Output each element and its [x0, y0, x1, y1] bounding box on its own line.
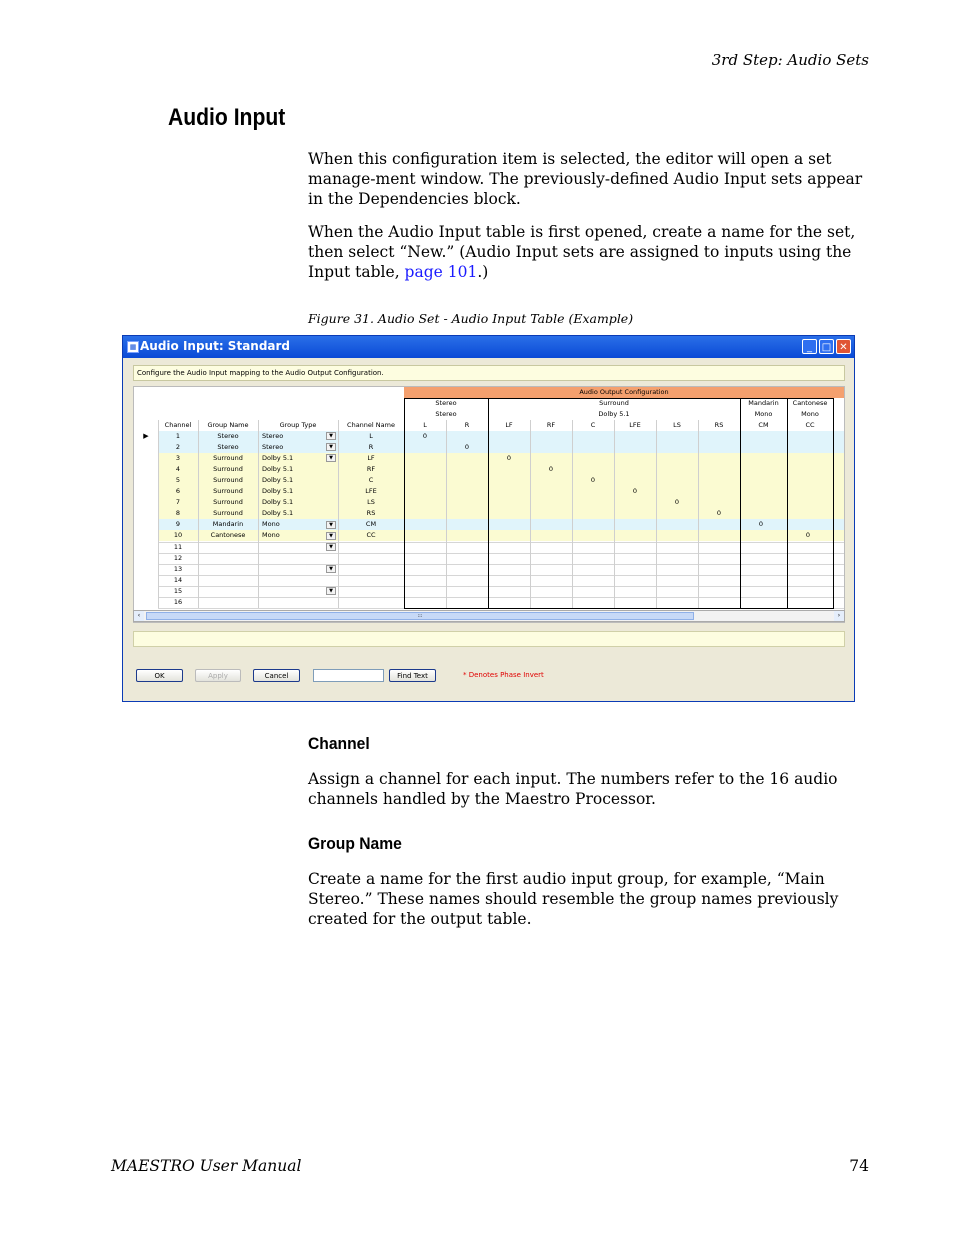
group-name-cell[interactable]: Stereo [217, 431, 239, 440]
group-type-cell[interactable]: Stereo [262, 431, 284, 440]
channel-cell[interactable]: 12 [173, 553, 183, 562]
intro-text-after: .) [477, 263, 489, 281]
dropdown-arrow-icon[interactable]: ▼ [326, 454, 336, 462]
input-header: Channel [164, 421, 192, 429]
output-group-name: Mandarin [748, 399, 779, 407]
output-channel-header: LS [673, 421, 681, 429]
output-mapping-value[interactable]: 0 [632, 487, 638, 495]
scroll-right-icon[interactable]: › [834, 611, 844, 621]
output-channel-header: LFE [629, 421, 641, 429]
channel-cell[interactable]: 14 [173, 575, 183, 584]
apply-button[interactable]: Apply [195, 669, 241, 682]
dropdown-arrow-icon[interactable]: ▼ [326, 443, 336, 451]
scroll-thumb[interactable]: ::: [146, 612, 694, 620]
dropdown-arrow-icon[interactable]: ▼ [326, 543, 336, 551]
output-mapping-value[interactable]: 0 [422, 431, 428, 440]
group-name-cell[interactable]: Surround [213, 475, 243, 484]
channel-name-cell[interactable]: L [369, 431, 373, 440]
output-group-type: Mono [754, 410, 773, 418]
figure-caption: Figure 31. Audio Set - Audio Input Table (Example) [308, 311, 634, 326]
group-name-cell[interactable]: Surround [213, 509, 243, 518]
column-separator [446, 420, 447, 608]
channel-name-cell[interactable]: RS [366, 509, 376, 518]
channel-paragraph: Assign a channel for each input. The numbers refer to the 16 audio channels handled by the Maestro Processor. [308, 770, 838, 808]
output-mapping-value[interactable]: 0 [548, 464, 554, 473]
phase-invert-note: * Denotes Phase Invert [463, 671, 544, 679]
group-type-cell[interactable]: Dolby 5.1 [262, 498, 294, 507]
page-number: 74 [849, 1157, 869, 1175]
output-group-type: Dolby 5.1 [598, 410, 630, 418]
output-channel-header: RS [714, 421, 724, 429]
intro-text-before: When the Audio Input table is first opened, create a name for the set, then select “New.” (Audio Input sets are assigned to inputs using the Input table, [308, 223, 856, 281]
row-separator [158, 586, 844, 587]
group-type-cell[interactable]: Dolby 5.1 [262, 464, 294, 473]
channel-cell[interactable]: 11 [173, 542, 183, 551]
channel-cell[interactable]: 5 [175, 475, 181, 484]
output-channel-header: RF [546, 421, 556, 429]
horizontal-scrollbar[interactable] [133, 610, 845, 622]
dropdown-arrow-icon[interactable]: ▼ [326, 587, 336, 595]
page-heading: Audio Input [168, 104, 286, 131]
row-separator [158, 597, 844, 598]
intro-paragraph-1: When this configuration item is selected, the editor will open a set manage-ment window. The previously-defined Audio Input sets appear in the Dependencies block. [308, 150, 863, 208]
group-border [404, 398, 405, 609]
column-separator [698, 420, 699, 608]
group-type-cell[interactable]: Mono [262, 520, 280, 529]
channel-heading: Channel [308, 734, 370, 753]
channel-cell[interactable]: 7 [175, 498, 181, 507]
channel-cell[interactable]: 1 [175, 431, 181, 440]
window-title: Audio Input: Standard [140, 339, 291, 353]
group-name-cell[interactable]: Surround [213, 464, 243, 473]
cancel-button[interactable]: Cancel [253, 669, 300, 682]
column-separator [338, 420, 339, 608]
maximize-icon[interactable]: □ [819, 339, 834, 354]
channel-cell[interactable]: 4 [175, 464, 181, 473]
group-name-heading: Group Name [308, 834, 402, 853]
dropdown-arrow-icon[interactable]: ▼ [326, 532, 336, 540]
channel-cell[interactable]: 3 [175, 453, 181, 462]
row-separator [158, 564, 844, 565]
group-type-cell[interactable]: Dolby 5.1 [262, 453, 294, 462]
output-channel-header: LF [505, 421, 513, 429]
channel-cell[interactable]: 6 [175, 487, 181, 495]
page-link[interactable]: page 101 [404, 263, 478, 281]
output-mapping-value[interactable]: 0 [464, 442, 470, 451]
group-type-cell[interactable]: Dolby 5.1 [262, 487, 294, 495]
dropdown-arrow-icon[interactable]: ▼ [326, 565, 336, 573]
channel-name-cell[interactable]: CC [366, 531, 376, 540]
status-bar [133, 631, 845, 647]
output-mapping-value[interactable]: 0 [674, 498, 680, 507]
output-group-name: Cantonese [792, 399, 828, 407]
group-name-cell[interactable]: Cantonese [210, 531, 246, 540]
ok-button[interactable]: OK [136, 669, 183, 682]
find-text-button[interactable]: Find Text [389, 669, 436, 682]
audio-mapping-grid[interactable] [133, 386, 845, 623]
column-separator [572, 420, 573, 608]
row-separator [158, 553, 844, 554]
row-separator [158, 575, 844, 576]
column-separator [614, 420, 615, 608]
output-channel-header: R [464, 421, 470, 429]
channel-name-cell[interactable]: LF [367, 453, 375, 462]
find-text-input[interactable] [313, 669, 384, 682]
output-mapping-value[interactable]: 0 [590, 475, 596, 484]
output-config-label: Audio Output Configuration [579, 388, 669, 396]
title-bar[interactable] [123, 336, 854, 358]
info-bar: Configure the Audio Input mapping to the Audio Output Configuration. [133, 365, 845, 381]
group-border-top [404, 398, 834, 399]
channel-cell[interactable]: 9 [175, 520, 181, 529]
channel-cell[interactable]: 16 [173, 598, 183, 606]
output-group-name: Surround [599, 399, 629, 407]
channel-name-cell[interactable]: C [368, 475, 374, 484]
channel-name-cell[interactable]: CM [365, 520, 377, 529]
output-channel-header: C [590, 421, 596, 429]
channel-cell[interactable]: 15 [173, 586, 183, 595]
output-mapping-value[interactable]: 0 [506, 453, 512, 462]
output-group-type: Mono [801, 410, 819, 418]
running-head: 3rd Step: Audio Sets [711, 51, 869, 69]
output-channel-header: CC [805, 421, 815, 429]
output-mapping-value[interactable]: 0 [716, 509, 722, 518]
scroll-left-icon[interactable]: ‹ [134, 611, 144, 621]
intro-paragraph-2 [308, 222, 873, 282]
group-type-cell[interactable]: Mono [262, 531, 280, 540]
channel-name-cell[interactable]: LFE [365, 487, 377, 495]
output-group-name: Stereo [435, 399, 457, 407]
column-separator [656, 420, 657, 608]
group-type-cell[interactable]: Stereo [262, 442, 284, 451]
channel-cell[interactable]: 2 [175, 442, 181, 451]
column-separator [258, 420, 259, 608]
channel-cell[interactable]: 8 [175, 509, 181, 518]
output-mapping-value[interactable]: 0 [758, 520, 764, 529]
output-mapping-value[interactable]: 0 [805, 531, 811, 540]
output-channel-header: L [423, 421, 427, 429]
input-header: Channel Name [347, 421, 395, 429]
column-separator [530, 420, 531, 608]
column-separator [158, 420, 159, 608]
channel-cell[interactable]: 10 [173, 531, 183, 540]
dropdown-arrow-icon[interactable]: ▼ [326, 432, 336, 440]
minimize-icon[interactable]: _ [802, 339, 817, 354]
group-name-cell[interactable]: Stereo [217, 442, 239, 451]
dropdown-arrow-icon[interactable]: ▼ [326, 521, 336, 529]
row-separator [158, 542, 844, 543]
channel-name-cell[interactable]: RF [366, 464, 376, 473]
group-border [833, 398, 834, 609]
group-border [740, 398, 741, 609]
channel-name-cell[interactable]: LS [367, 498, 375, 507]
output-channel-header: CM [758, 421, 769, 429]
footer-title: MAESTRO User Manual [111, 1157, 302, 1175]
current-row-indicator-icon: ▶ [143, 431, 149, 440]
group-name-cell[interactable]: Surround [213, 498, 243, 507]
column-separator [198, 420, 199, 608]
group-name-paragraph: Create a name for the first audio input group, for example, “Main Stereo.” These names should resemble the group names previously created for the output table. [308, 870, 839, 928]
input-header: Group Name [207, 421, 249, 429]
group-name-cell[interactable]: Surround [213, 487, 243, 495]
group-border-bottom [404, 608, 834, 609]
input-header: Group Type [279, 421, 317, 429]
group-border [787, 398, 788, 609]
group-border [488, 398, 489, 609]
group-name-cell[interactable]: Mandarin [212, 520, 244, 529]
group-type-cell[interactable]: Dolby 5.1 [262, 509, 294, 518]
channel-cell[interactable]: 13 [173, 564, 183, 573]
output-group-type: Stereo [435, 410, 457, 418]
audio-input-window [122, 335, 855, 702]
group-type-cell[interactable]: Dolby 5.1 [262, 475, 294, 484]
app-icon: ▦ [127, 341, 139, 353]
close-icon[interactable]: ✕ [836, 339, 851, 354]
group-name-cell[interactable]: Surround [213, 453, 243, 462]
channel-name-cell[interactable]: R [368, 442, 374, 451]
